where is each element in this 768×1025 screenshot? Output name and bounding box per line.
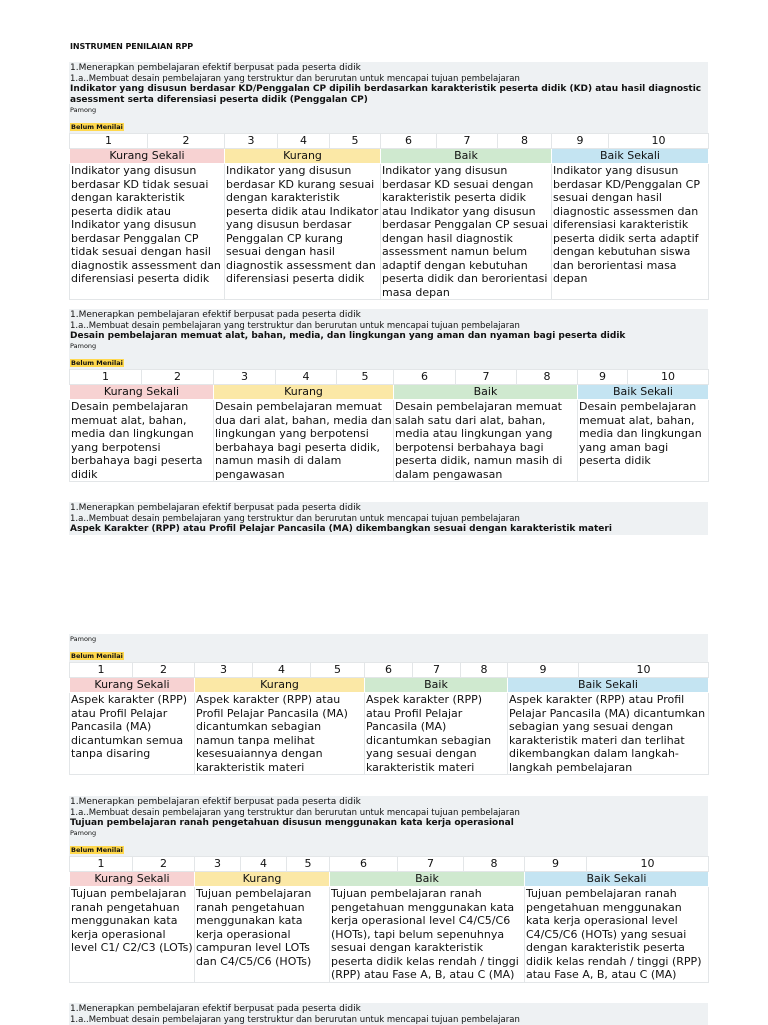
status-badge: Belum Menilai [71, 359, 123, 367]
competency-line: 1.Menerapkan pembelajaran efektif berpusat pada peserta didik [70, 310, 361, 320]
category-baik: Baik [394, 385, 578, 400]
section-header [69, 1003, 708, 1025]
score-option[interactable]: 7 [456, 370, 517, 385]
description-kurang: Tujuan pembelajaran ranah pengetahuan menggunakan kata kerja operasional campuran level LOTs dan C4/C5/C6 (HOTs) [195, 887, 330, 983]
score-number-row [70, 663, 709, 678]
category-kurang: Kurang [225, 149, 381, 164]
score-option[interactable]: 7 [398, 857, 464, 872]
pamong-label: Pamong [70, 635, 97, 643]
score-option[interactable]: 4 [241, 857, 287, 872]
score-option[interactable]: 3 [225, 134, 278, 149]
description-baik: Desain pembelajaran memuat salah satu dari alat, bahan, media atau lingkungan yang berpotensi berbahaya bagi peserta didik, namun masih di dalam pengawasan [394, 400, 578, 482]
rubric-section-3-header [69, 502, 708, 535]
category-baik-sekali: Baik Sekali [508, 678, 709, 693]
competency-line: 1.Menerapkan pembelajaran efektif berpusat pada peserta didik [70, 1004, 361, 1014]
indicator-line: 1.a..Membuat desain pembelajaran yang terstruktur dan berurutan untuk mencapai tujuan pembelajaran [70, 514, 520, 524]
rubric-section-4 [69, 796, 708, 983]
score-option[interactable]: 3 [195, 857, 241, 872]
description-kurang: Indikator yang disusun berdasar KD kurang sesuai dengan karakteristik peserta didik atau Indikator yang disusun berdasar Penggalan CP kurang sesuai dengan hasil diagnostik assessment dan diferensiasi peserta didik [225, 164, 381, 300]
description-baik: Indikator yang disusun berdasar KD sesuai dengan karakteristik peserta didik atau Indikator yang disusun berdasar Penggalan CP sesuai dengan hasil diagnostik assessment namun belum adaptif dengan kebutuhan peserta didik dan berorientasi masa depan [381, 164, 552, 300]
score-option[interactable]: 5 [337, 370, 394, 385]
description-baik-sekali: Indikator yang disusun berdasar KD/Penggalan CP sesuai dengan hasil diagnostic assessmen dan diferensiasi karakteristik peserta didik serta adaptif dengan kebutuhan siswa dan berorientasi masa depan [552, 164, 709, 300]
score-number-row [70, 134, 709, 149]
category-kurang: Kurang [195, 678, 365, 693]
description-row [70, 887, 709, 983]
section-header [69, 634, 708, 662]
score-option[interactable]: 10 [628, 370, 709, 385]
score-option[interactable]: 9 [552, 134, 609, 149]
score-option[interactable]: 4 [253, 663, 311, 678]
category-kurang: Kurang [195, 872, 330, 887]
description-baik-sekali: Aspek karakter (RPP) atau Profil Pelajar Pancasila (MA) dicantumkan sebagian yang sesuai dengan karakteristik materi dan terlihat dikembangkan dalam langkah-langkah pembelajaran [508, 693, 709, 775]
section-header [69, 502, 708, 535]
category-kurang-sekali: Kurang Sekali [70, 678, 195, 693]
description-baik-sekali: Tujuan pembelajaran ranah pengetahuan menggunakan kata kerja operasional level C4/C5/C6 (HOTs) yang sesuai dengan karakteristik peserta didik kelas rendah / tinggi (RPP) atau Fase A, B, atau C (MA) [525, 887, 709, 983]
description-kurang-sekali: Aspek karakter (RPP) atau Profil Pelajar Pancasila (MA) dicantumkan semua tanpa disaring [70, 693, 195, 775]
score-option[interactable]: 9 [578, 370, 628, 385]
competency-line: 1.Menerapkan pembelajaran efektif berpusat pada peserta didik [70, 503, 361, 513]
score-option[interactable]: 3 [214, 370, 276, 385]
category-kurang-sekali: Kurang Sekali [70, 872, 195, 887]
score-table [69, 856, 709, 983]
rubric-section-2 [69, 309, 708, 482]
description-row [70, 164, 709, 300]
pamong-label: Pamong [70, 106, 97, 114]
description-row [70, 400, 709, 482]
category-row [70, 872, 709, 887]
category-kurang: Kurang [214, 385, 394, 400]
section-header [69, 796, 708, 856]
category-baik-sekali: Baik Sekali [552, 149, 709, 164]
score-option[interactable]: 9 [525, 857, 587, 872]
section-header [69, 62, 708, 133]
description-row [70, 693, 709, 775]
score-option[interactable]: 2 [148, 134, 225, 149]
score-option[interactable]: 4 [278, 134, 330, 149]
description-kurang: Desain pembelajaran memuat dua dari alat, bahan, media dan lingkungan yang berpotensi berbahaya bagi peserta didik, namun masih di dalam pengawasan [215, 400, 392, 481]
category-row [70, 149, 709, 164]
score-table [69, 133, 709, 300]
score-option[interactable]: 8 [461, 663, 508, 678]
score-table [69, 662, 709, 775]
category-row [70, 385, 709, 400]
score-option[interactable]: 8 [464, 857, 525, 872]
description-baik: Aspek karakter (RPP) atau Profil Pelajar Pancasila (MA) dicantumkan sebagian yang sesuai dengan karakteristik materi [365, 693, 508, 775]
indicator-line: 1.a..Membuat desain pembelajaran yang terstruktur dan berurutan untuk mencapai tujuan pembelajaran [70, 808, 520, 818]
category-baik-sekali: Baik Sekali [578, 385, 709, 400]
pamong-label: Pamong [70, 342, 97, 350]
score-option[interactable]: 9 [508, 663, 579, 678]
pamong-label: Pamong [70, 829, 97, 837]
score-number-row [70, 857, 709, 872]
indicator-line: 1.a..Membuat desain pembelajaran yang terstruktur dan berurutan untuk mencapai tujuan pembelajaran [70, 1015, 520, 1025]
category-kurang-sekali: Kurang Sekali [70, 385, 214, 400]
score-option[interactable]: 10 [609, 134, 709, 149]
score-option[interactable]: 5 [330, 134, 381, 149]
criterion-text: Desain pembelajaran memuat alat, bahan, media, dan lingkungan yang aman dan nyaman bagi peserta didik [70, 331, 626, 341]
score-option[interactable]: 4 [276, 370, 337, 385]
competency-line: 1.Menerapkan pembelajaran efektif berpusat pada peserta didik [70, 63, 361, 73]
score-option[interactable]: 7 [413, 663, 461, 678]
status-badge: Belum Menilai [71, 652, 123, 660]
criterion-text: Indikator yang disusun berdasar KD/Penggalan CP dipilih berdasarkan karakteristik peserta didik (KD) atau hasil diagnostic asessment serta diferensiasi peserta didik (Penggalan CP) [70, 84, 702, 105]
score-option[interactable]: 6 [365, 663, 413, 678]
indicator-line: 1.a..Membuat desain pembelajaran yang terstruktur dan berurutan untuk mencapai tujuan pembelajaran [70, 74, 520, 84]
description-baik-sekali: Desain pembelajaran memuat alat, bahan, media dan lingkungan yang aman bagi peserta didik [578, 400, 709, 482]
section-header [69, 309, 708, 369]
rubric-section-5-header [69, 1003, 708, 1025]
status-badge: Belum Menilai [71, 123, 123, 131]
score-option[interactable]: 7 [437, 134, 498, 149]
score-option[interactable]: 2 [142, 370, 214, 385]
category-baik-sekali: Baik Sekali [525, 872, 709, 887]
score-option[interactable]: 1 [70, 134, 148, 149]
score-table [69, 369, 709, 482]
score-option[interactable]: 10 [579, 663, 709, 678]
category-row [70, 678, 709, 693]
score-option[interactable]: 1 [70, 857, 133, 872]
category-baik: Baik [381, 149, 552, 164]
score-option[interactable]: 10 [587, 857, 709, 872]
score-option[interactable]: 6 [394, 370, 456, 385]
rubric-section-1 [69, 62, 708, 300]
score-option[interactable]: 2 [133, 857, 195, 872]
description-kurang-sekali: Indikator yang disusun berdasar KD tidak sesuai dengan karakteristik peserta didik atau Indikator yang disusun berdasar Penggalan CP tidak sesuai dengan hasil diagnostik assessment dan diferensiasi peserta didik [70, 164, 225, 300]
score-option[interactable]: 8 [517, 370, 578, 385]
score-option[interactable]: 5 [287, 857, 330, 872]
category-baik: Baik [330, 872, 525, 887]
status-badge: Belum Menilai [71, 846, 123, 854]
category-kurang-sekali: Kurang Sekali [70, 149, 225, 164]
category-baik: Baik [365, 678, 508, 693]
score-option[interactable]: 5 [311, 663, 365, 678]
score-option[interactable]: 6 [381, 134, 437, 149]
score-option[interactable]: 1 [70, 663, 133, 678]
score-option[interactable]: 8 [498, 134, 552, 149]
score-number-row [70, 370, 709, 385]
description-kurang-sekali: Desain pembelajaran memuat alat, bahan, media dan lingkungan yang berpotensi berbahaya bagi peserta didik [70, 400, 214, 482]
criterion-text: Aspek Karakter (RPP) atau Profil Pelajar Pancasila (MA) dikembangkan sesuai dengan karakteristik materi [70, 524, 612, 534]
description-kurang: Aspek karakter (RPP) atau Profil Pelajar Pancasila (MA) dicantumkan sebagian namun tanpa melihat kesesuaiannya dengan karakteristik materi [195, 693, 365, 775]
document-title: INSTRUMEN PENILAIAN RPP [70, 42, 193, 51]
score-option[interactable]: 3 [195, 663, 253, 678]
competency-line: 1.Menerapkan pembelajaran efektif berpusat pada peserta didik [70, 797, 361, 807]
score-option[interactable]: 1 [70, 370, 142, 385]
criterion-text: Tujuan pembelajaran ranah pengetahuan disusun menggunakan kata kerja operasional [70, 818, 514, 828]
rubric-section-3 [69, 634, 708, 775]
score-option[interactable]: 2 [133, 663, 195, 678]
score-option[interactable]: 6 [330, 857, 398, 872]
description-kurang-sekali: Tujuan pembelajaran ranah pengetahuan menggunakan kata kerja operasional level C1/ C2/C3 (LOTs) [70, 887, 195, 983]
indicator-line: 1.a..Membuat desain pembelajaran yang terstruktur dan berurutan untuk mencapai tujuan pembelajaran [70, 321, 520, 331]
description-baik: Tujuan pembelajaran ranah pengetahuan menggunakan kata kerja operasional level C4/C5/C6 (HOTs), tapi belum sepenuhnya sesuai dengan karakteristik peserta didik kelas rendah / tinggi (RPP) atau Fase A, B, atau C (MA) [330, 887, 525, 983]
